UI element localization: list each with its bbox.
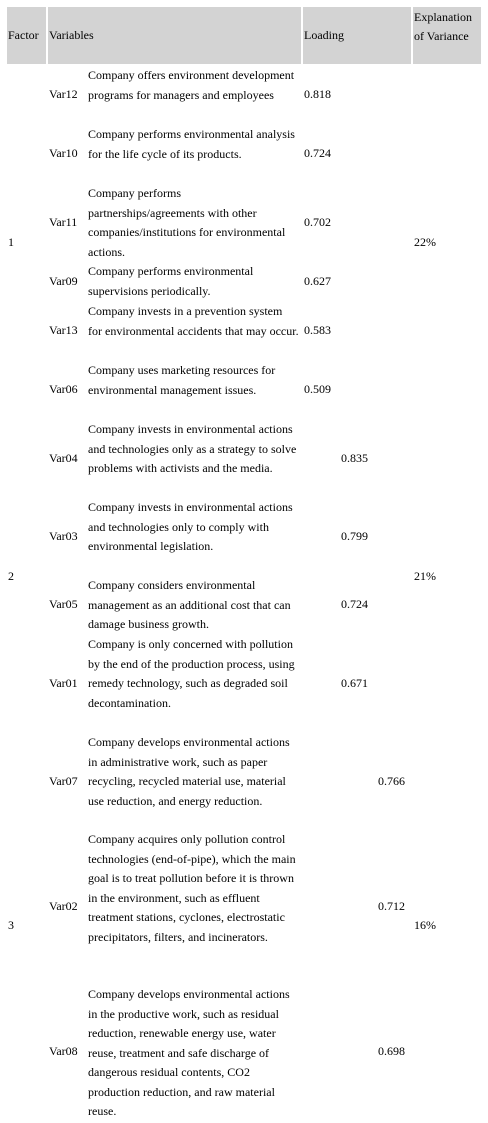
variance-cell — [414, 66, 482, 420]
variable-description-text: Company develops environmental actions in the productive work, such as residual reduction, renewable energy use, water reuse, treatment and safe discharge of dangerous residual contents, CO2 production reduction, and raw material reuse. — [88, 987, 290, 1118]
loading-value-text: 0.724 — [341, 597, 368, 612]
variable-id — [49, 302, 87, 360]
variable-description — [88, 420, 299, 497]
variable-id — [49, 830, 87, 984]
variable-description — [88, 361, 299, 419]
variable-id — [49, 576, 87, 634]
variable-description — [88, 125, 299, 183]
variable-id — [49, 635, 87, 732]
loading-value — [304, 184, 364, 261]
header-loading-label: Loading — [304, 28, 344, 42]
variable-description — [88, 66, 299, 124]
variable-id — [49, 184, 87, 261]
loading-value-text: 0.712 — [378, 899, 405, 914]
loading-value — [341, 420, 401, 497]
variable-id-text: Var02 — [49, 899, 78, 914]
variable-id — [49, 361, 87, 419]
factor-cell — [8, 734, 46, 1118]
loading-value — [341, 635, 401, 732]
variable-id — [49, 985, 87, 1119]
variable-description-text: Company invests in environmental actions and technologies only to comply with environmental legislation. — [88, 500, 293, 553]
variable-id-text: Var04 — [49, 450, 78, 465]
variable-description — [88, 830, 299, 984]
loading-value-text: 0.698 — [378, 1044, 405, 1059]
loading-value — [341, 576, 401, 634]
variable-description-text: Company offers environment development programs for managers and employees — [88, 68, 295, 102]
variable-id-text: Var12 — [49, 87, 78, 102]
loading-value — [378, 733, 414, 830]
variable-id — [49, 262, 87, 301]
variable-description-text: Company is only concerned with pollution by the end of the production process, using remedy technology, such as degraded soil decontamination. — [88, 637, 295, 710]
loading-value-text: 0.583 — [304, 323, 331, 338]
loading-value-text: 0.835 — [341, 450, 368, 465]
variable-description — [88, 184, 299, 261]
loading-value-text: 0.509 — [304, 382, 331, 397]
loading-value — [304, 302, 364, 360]
loading-value-text: 0.799 — [341, 528, 368, 543]
header-loading — [303, 7, 411, 64]
variable-id-text: Var05 — [49, 597, 78, 612]
variable-id-text: Var06 — [49, 382, 78, 397]
loading-value — [378, 985, 414, 1119]
loading-value-text: 0.818 — [304, 87, 331, 102]
loading-value-text: 0.766 — [378, 773, 405, 788]
factor-cell — [8, 66, 46, 420]
header-variables — [48, 7, 301, 64]
loading-value — [304, 262, 364, 301]
header-explanation-label: Explanation of Variance — [414, 10, 472, 43]
variable-description — [88, 498, 299, 575]
loading-value-text: 0.724 — [304, 146, 331, 161]
variable-id — [49, 66, 87, 124]
variable-description — [88, 262, 299, 301]
variance-cell — [414, 734, 482, 1118]
variance-value: 21% — [414, 569, 436, 584]
variance-value: 22% — [414, 235, 436, 250]
variable-id-text: Var07 — [49, 773, 78, 788]
variable-description-text: Company invests in a prevention system for environmental accidents that may occur. — [88, 304, 299, 338]
factor-number: 2 — [8, 569, 14, 584]
variable-description — [88, 985, 299, 1119]
factor-number: 1 — [8, 235, 14, 250]
factor-cell — [8, 422, 46, 732]
variance-cell — [414, 422, 482, 732]
factor-number: 3 — [8, 918, 14, 933]
variable-id — [49, 498, 87, 575]
variable-description — [88, 733, 299, 830]
loading-value — [341, 498, 401, 575]
loading-value — [304, 66, 364, 124]
loading-value — [304, 361, 364, 419]
variable-description-text: Company performs environmental analysis for the life cycle of its products. — [88, 127, 295, 161]
variable-id — [49, 125, 87, 183]
variable-id-text: Var01 — [49, 675, 78, 690]
header-variables-label: Variables — [49, 28, 94, 42]
header-factor-label: Factor — [8, 28, 39, 42]
variable-id-text: Var13 — [49, 323, 78, 338]
variable-description-text: Company develops environmental actions in administrative work, such as paper recycling, recycled material use, material use reduction, and energy reduction. — [88, 735, 290, 808]
variable-id-text: Var08 — [49, 1044, 78, 1059]
variable-description — [88, 635, 299, 732]
variable-description-text: Company uses marketing resources for environmental management issues. — [88, 363, 276, 397]
variable-description-text: Company acquires only pollution control technologies (end-of-pipe), which the main goal is to treat pollution before it is thrown in the environment, such as effluent treatment stations, cyclones, electrostatic precipitators, filters, and incinerators. — [88, 832, 296, 944]
variable-id-text: Var03 — [49, 528, 78, 543]
header-factor — [7, 7, 46, 64]
variable-description — [88, 302, 299, 360]
variable-description-text: Company performs partnerships/agreements with other companies/institutions for environmental actions. — [88, 186, 286, 259]
loading-value-text: 0.671 — [341, 675, 368, 690]
variable-description-text: Company performs environmental supervisions periodically. — [88, 264, 254, 298]
variable-id-text: Var09 — [49, 273, 78, 288]
loading-value — [378, 830, 414, 984]
variable-description — [88, 576, 299, 634]
variable-description-text: Company considers environmental management as an additional cost that can damage business growth. — [88, 578, 291, 631]
variance-value: 16% — [414, 918, 436, 933]
variable-id — [49, 733, 87, 830]
variable-id-text: Var10 — [49, 146, 78, 161]
loading-value — [304, 125, 364, 183]
variable-id — [49, 420, 87, 497]
loading-value-text: 0.702 — [304, 214, 331, 229]
header-explanation — [413, 7, 481, 64]
variable-id-text: Var11 — [49, 214, 78, 229]
loading-value-text: 0.627 — [304, 273, 331, 288]
variable-description-text: Company invests in environmental actions and technologies only as a strategy to solve problems with activists and the media. — [88, 422, 297, 475]
